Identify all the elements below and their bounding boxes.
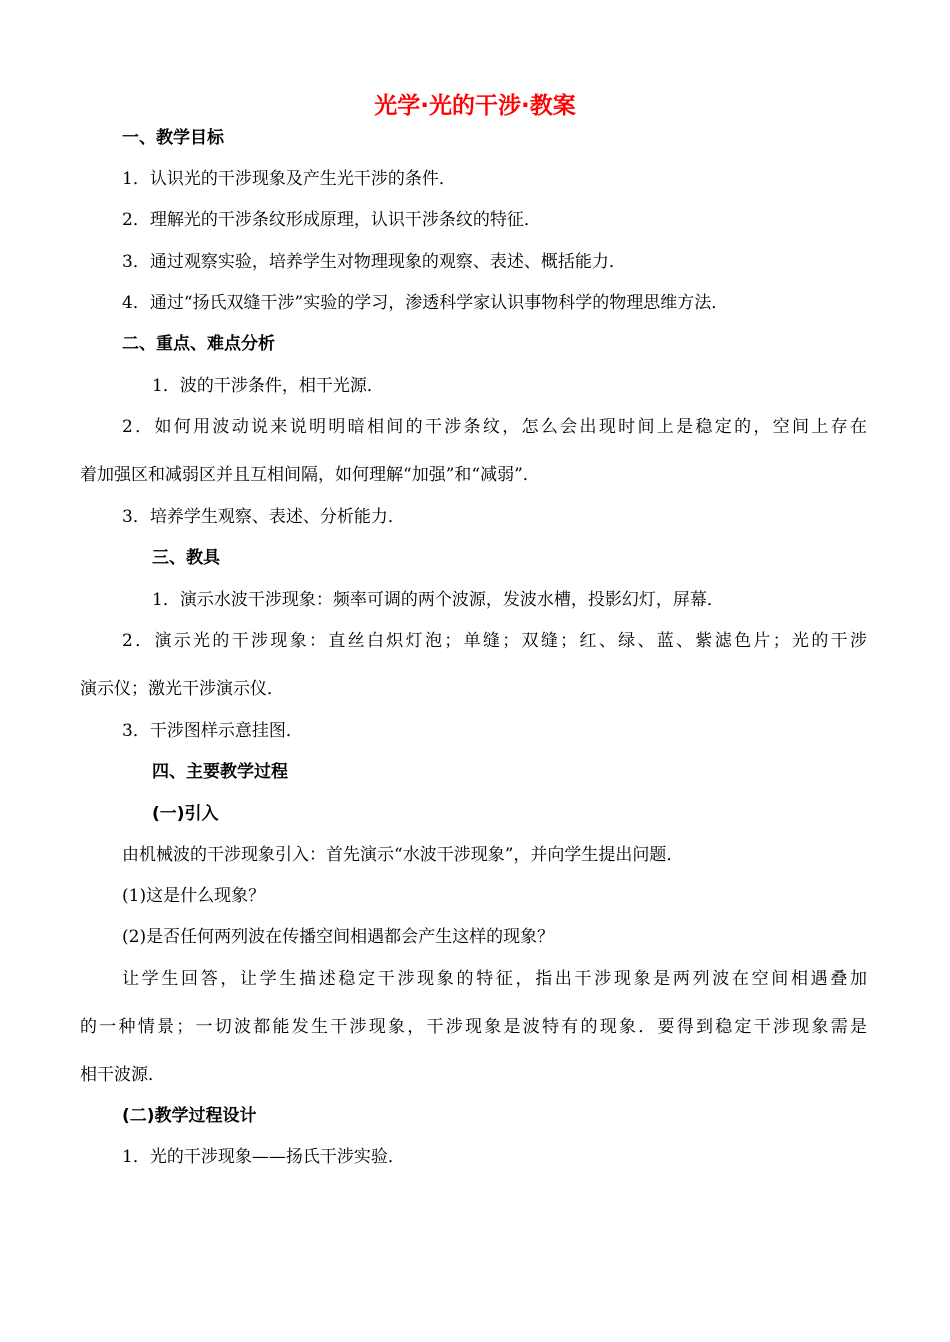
equipment-item-1: 1．演示水波干涉现象：频率可调的两个波源，发波水槽，投影幻灯，屏幕． xyxy=(152,590,724,610)
intro-question-1: (1)这是什么现象？ xyxy=(122,886,266,906)
intro-answer-line3: 相干波源． xyxy=(80,1065,165,1085)
intro-answer-line2: 的一种情景；一切波都能发生干涉现象，干涉现象是波特有的现象．要得到稳定干涉现象需是 xyxy=(80,1017,867,1037)
section-heading-objectives: 一、教学目标 xyxy=(122,128,224,148)
key-point-item-2-line1: 2．如何用波动说来说明明暗相间的干涉条纹，怎么会出现时间上是稳定的，空间上存在 xyxy=(122,417,867,437)
objective-item-3: 3．通过观察实验，培养学生对物理现象的观察、表述、概括能力． xyxy=(122,252,626,272)
section-heading-key-points: 二、重点、难点分析 xyxy=(122,334,275,354)
key-point-item-2-line2: 着加强区和减弱区并且互相间隔，如何理解“加强”和“减弱”． xyxy=(80,465,540,485)
key-point-item-1: 1．波的干涉条件，相干光源． xyxy=(152,376,384,396)
section-heading-equipment: 三、教具 xyxy=(152,548,220,568)
equipment-item-2-line2: 演示仪；激光干涉演示仪． xyxy=(80,679,284,699)
design-item-1: 1．光的干涉现象——扬氏干涉实验． xyxy=(122,1147,405,1167)
equipment-item-3: 3．干涉图样示意挂图． xyxy=(122,721,303,741)
section-heading-process: 四、主要教学过程 xyxy=(152,762,288,782)
equipment-item-2-line1: 2．演示光的干涉现象：直丝白炽灯泡；单缝；双缝；红、绿、蓝、紫滤色片；光的干涉 xyxy=(122,631,867,651)
intro-paragraph: 由机械波的干涉现象引入：首先演示“水波干涉现象”，并向学生提出问题． xyxy=(122,845,684,865)
document-title: 光学·光的干涉·教案 xyxy=(374,93,576,119)
intro-answer-line1: 让学生回答，让学生描述稳定干涉现象的特征，指出干涉现象是两列波在空间相遇叠加 xyxy=(122,969,867,989)
key-point-item-3: 3．培养学生观察、表述、分析能力． xyxy=(122,507,405,527)
intro-question-2: (2)是否任何两列波在传播空间相遇都会产生这样的现象？ xyxy=(122,927,555,947)
subsection-heading-design: (二)教学过程设计 xyxy=(122,1106,257,1126)
objective-item-4: 4．通过“扬氏双缝干涉”实验的学习，渗透科学家认识事物科学的物理思维方法． xyxy=(122,293,729,313)
subsection-heading-intro: (一)引入 xyxy=(152,804,219,824)
objective-item-1: 1．认识光的干涉现象及产生光干涉的条件． xyxy=(122,169,456,189)
objective-item-2: 2．理解光的干涉条纹形成原理，认识干涉条纹的特征． xyxy=(122,210,541,230)
